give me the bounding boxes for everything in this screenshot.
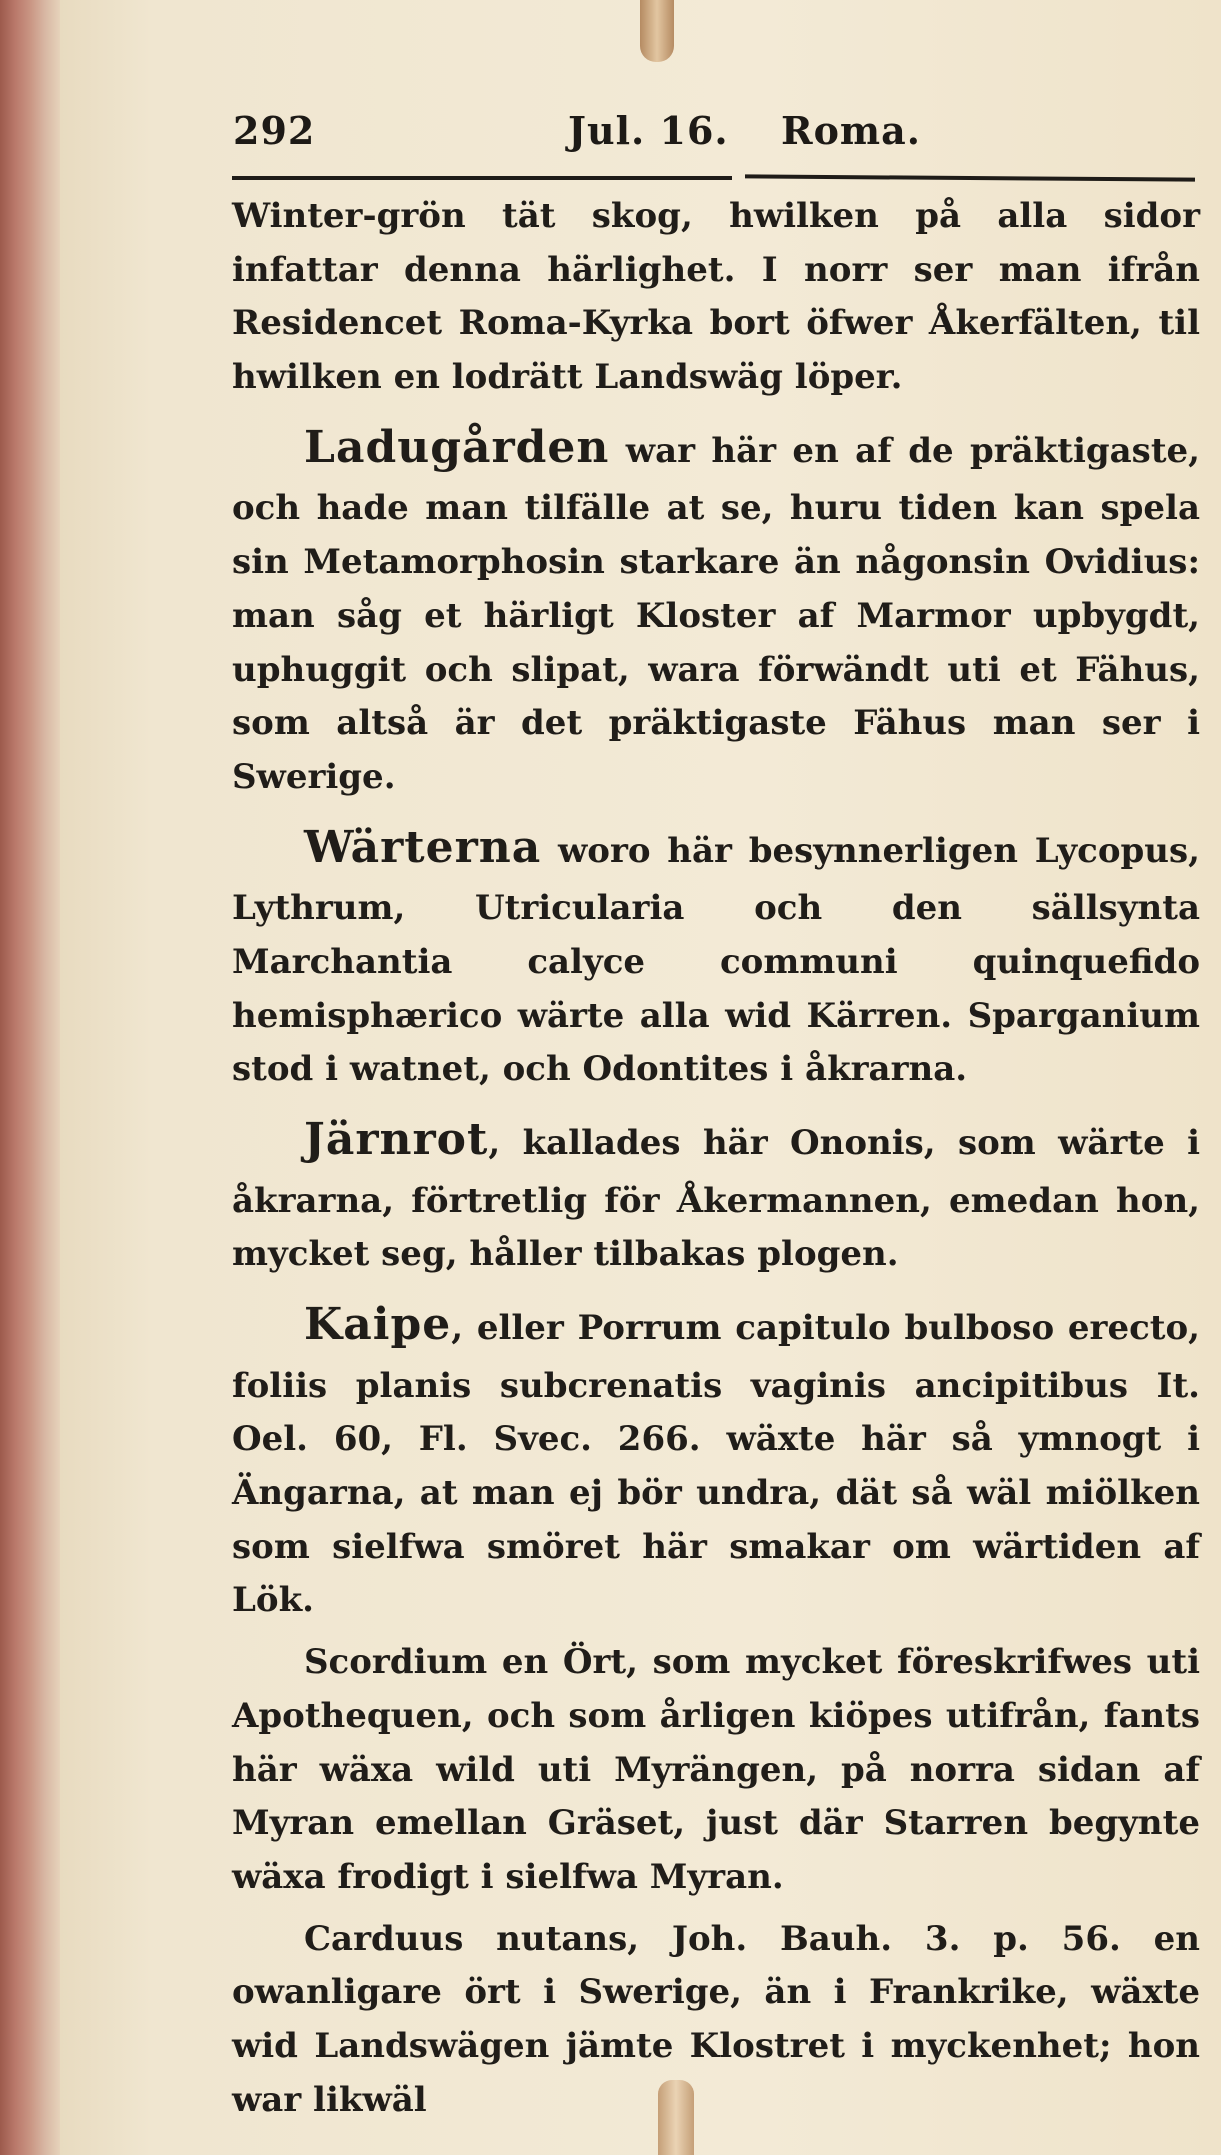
paragraph-lead-word: Kaipe xyxy=(304,1299,452,1351)
header-rule-left xyxy=(232,176,732,180)
paragraph-scordium xyxy=(232,1636,1200,1905)
paragraph-jarnrot xyxy=(232,1105,1200,1282)
paragraph-text: , kallades här Ononis, som wärte i åkrarna, förtretlig för Åkermannen, emedan hon, mycket seg, håller tilbakas plogen. xyxy=(232,1123,1200,1275)
paragraph-text: Scordium en Ört, som mycket föreskrifwes uti Apothequen, och som årligen kiöpes utifrån, fants här wäxa wild uti Myrängen, på norra sidan af Myran emellan Gräset, just där Starren begynte wäxa frodigt i sielfwa Myran. xyxy=(232,1642,1200,1898)
page-number: 292 xyxy=(233,108,316,153)
paragraph-kaipe xyxy=(232,1290,1200,1628)
book-spine-edge xyxy=(0,0,60,2155)
running-header xyxy=(233,108,1193,164)
body-text xyxy=(232,190,1200,2136)
paragraph-text: woro här besynnerligen Lycopus, Lythrum, Utricularia och den sällsynta Marchantia calyce communi quinquefido hemisphærico wärte alla wid Kärren. Sparganium stod i watnet, och Odontites i åkrarna. xyxy=(232,830,1200,1090)
paragraph-lead-word: Ladugården xyxy=(304,421,610,473)
paragraph-text: , eller Porrum capitulo bulboso erecto, foliis planis subcrenatis vaginis ancipitibus It. Oel. 60, Fl. Svec. 266. wäxte här så ymnogt i Ängarna, at man ej bör undra, dät så wäl miölken som sielfwa smöret här smakar om wärtiden af Lök. xyxy=(232,1308,1200,1621)
paragraph-lead-word: Järnrot xyxy=(304,1114,489,1166)
bookmark-ribbon-top xyxy=(640,0,674,62)
paragraph-ladugarden xyxy=(232,413,1200,805)
paragraph-lead-word: Wärterna xyxy=(304,821,542,873)
paragraph-continuation xyxy=(232,190,1200,405)
paragraph-carduus xyxy=(232,1913,1200,2128)
header-date: Jul. 16. xyxy=(568,108,729,153)
header-place: Roma. xyxy=(781,108,921,153)
paragraph-text: war här en af de präktigaste, och hade man tilfälle at se, huru tiden kan spela sin Metamorphosin starkare än någonsin Ovidius: man såg et härligt Kloster af Marmor upbygdt, uphuggit och slipat, wara förwändt uti et Fähus, som altså är det präktigaste Fähus man ser i Swerige. xyxy=(232,430,1200,797)
paragraph-text: Carduus nutans, Joh. Bauh. 3. p. 56. en owanligare ört i Swerige, än i Frankrike, wäxte wid Landswägen jämte Klostret i myckenhet; hon war likwäl xyxy=(232,1918,1200,2120)
paragraph-text: Winter-grön tät skog, hwilken på alla sidor infattar denna härlighet. I norr ser man ifrån Residencet Roma-Kyrka bort öfwer Åkerfälten, til hwilken en lodrätt Landswäg löper. xyxy=(232,196,1200,398)
paragraph-warterna xyxy=(232,813,1200,1097)
